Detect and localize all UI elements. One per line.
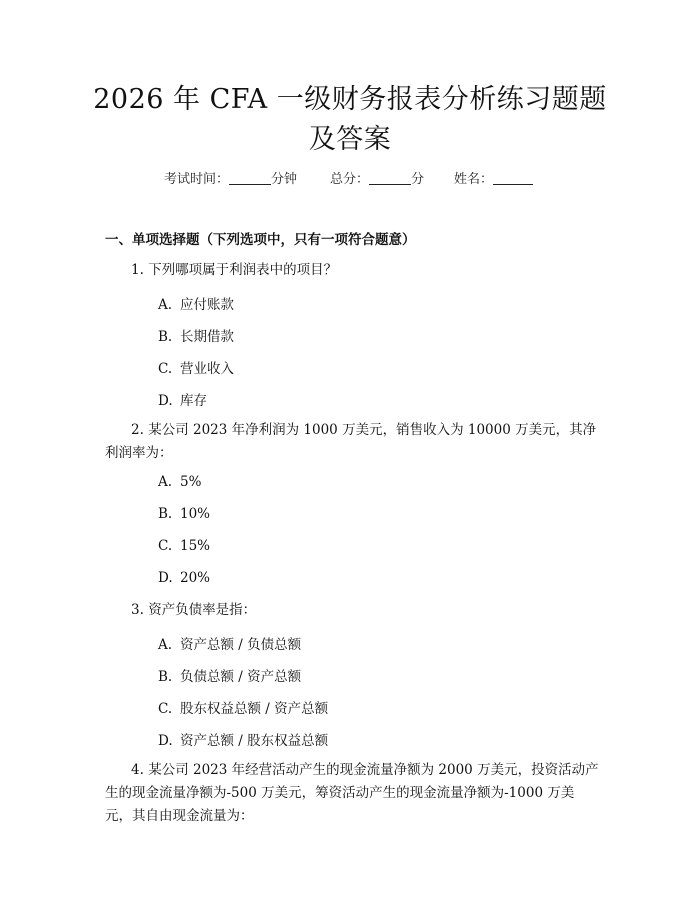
document-title: 2026 年 CFA 一级财务报表分析练习题题及答案 (93, 84, 607, 155)
question-2 (105, 419, 600, 465)
question-number: 4. (131, 762, 144, 778)
question-text: 下列哪项属于利润表中的项目？ (148, 262, 338, 278)
option-1d: D. 库存 (158, 393, 207, 409)
name-blank (493, 172, 533, 185)
question-number: 1. (131, 262, 144, 278)
question-text: 资产负债率是指： (148, 602, 257, 618)
name-field (454, 168, 533, 187)
option-3a: A. 资产总额 / 负债总额 (158, 637, 302, 653)
exam-time-field (164, 168, 297, 187)
total-score-label: 总分： (330, 172, 370, 187)
option-1c: C. 营业收入 (158, 361, 234, 377)
name-label: 姓名： (454, 172, 494, 187)
question-number: 2. (131, 422, 144, 438)
option-3d: D. 资产总额 / 股东权益总额 (158, 733, 329, 749)
question-text: 某公司 2023 年经营活动产生的现金流量净额为 2000 万美元，投资活动产生的现金流量净额为-500 万美元，筹资活动产生的现金流量净额为-1000 万美元，其自由现金流量为： (105, 762, 599, 824)
option-3b: B. 负债总额 / 资产总额 (158, 669, 302, 685)
question-text: 某公司 2023 年净利润为 1000 万美元，销售收入为 10000 万美元，其净利润率为： (105, 422, 597, 461)
total-score-unit: 分 (411, 172, 425, 187)
option-2a: A. 5% (158, 474, 202, 490)
option-1b: B. 长期借款 (158, 329, 234, 345)
question-3 (131, 599, 601, 622)
exam-time-unit: 分钟 (271, 172, 298, 187)
total-score-blank (369, 172, 411, 185)
exam-time-blank (229, 172, 271, 185)
exam-time-label: 考试时间： (164, 172, 230, 187)
question-1 (131, 259, 601, 282)
question-number: 3. (131, 602, 144, 618)
question-4 (105, 759, 600, 828)
section-heading: 一、单项选择题（下列选项中，只有一项符合题意） (105, 232, 416, 248)
option-2d: D. 20% (158, 570, 211, 586)
option-2b: B. 10% (158, 506, 211, 522)
option-3c: C. 股东权益总额 / 资产总额 (158, 701, 329, 717)
option-1a: A. 应付账款 (158, 297, 234, 313)
total-score-field (330, 168, 424, 187)
option-2c: C. 15% (158, 538, 211, 554)
